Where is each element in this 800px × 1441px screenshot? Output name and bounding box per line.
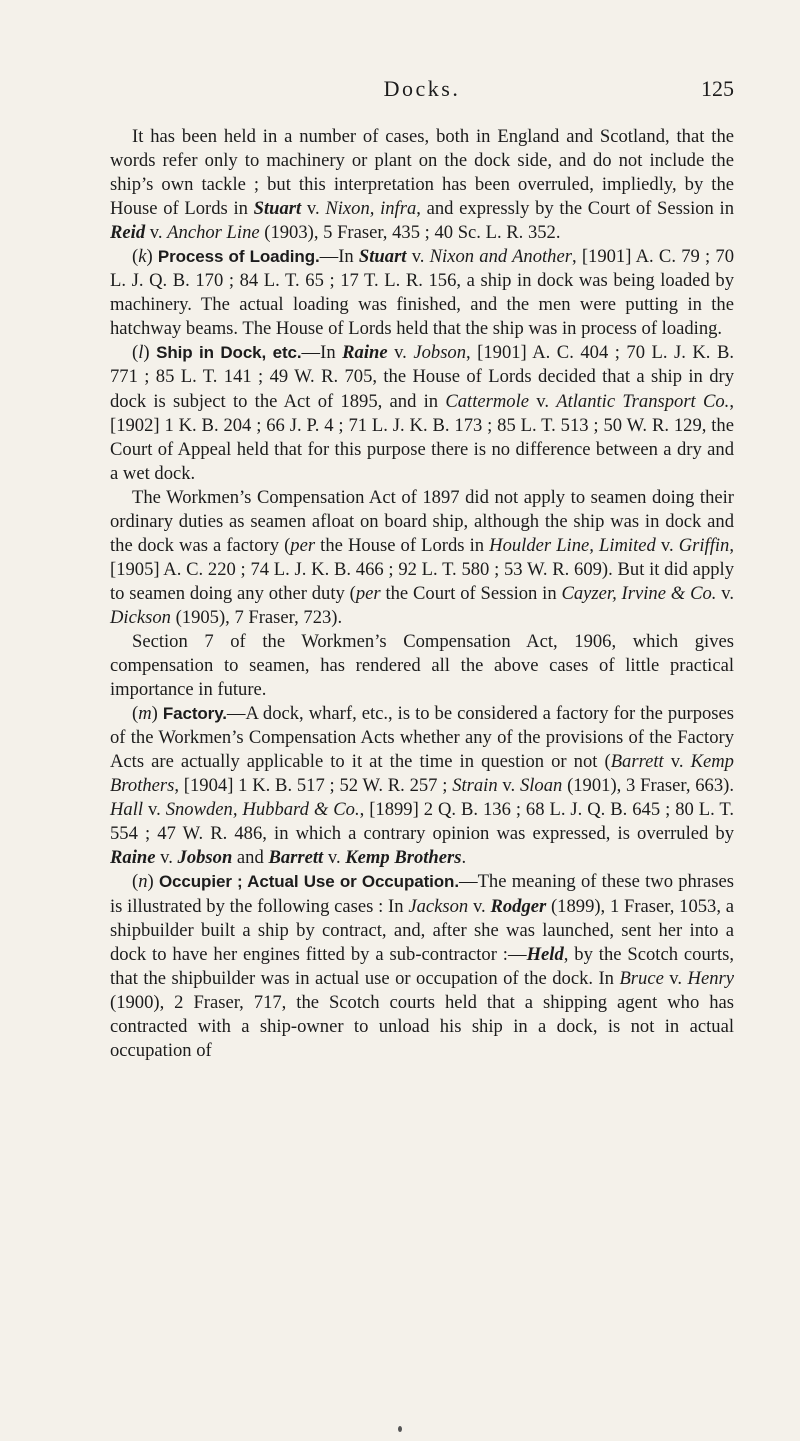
text-run: —The meaning of these two phrases is illustrated by the following cases : In <box>110 871 734 917</box>
paragraph <box>110 125 734 245</box>
italic-text: n <box>138 871 148 893</box>
text-run: v. <box>155 847 178 869</box>
text-run: , by the Scotch courts, that the shipbuilder was in actual use or occupation of the dock. In <box>110 943 734 989</box>
text-run: Section 7 of the Workmen’s Compensation Act, 1906, which gives compensation to seamen, has rendered all the above cases of little practical importance in future. <box>110 630 734 701</box>
text-run: , [1905] A. C. 220 ; 74 L. J. K. B. 466 ; 92 L. T. 580 ; 53 W. R. 609). But it did apply to seamen doing any other duty ( <box>110 534 734 604</box>
text-run: ( <box>132 703 139 725</box>
paragraph-ship-in-dock <box>110 341 734 485</box>
text-run: v. <box>301 198 326 220</box>
italic-text: Dickson <box>110 606 171 628</box>
text-run: , [1901] A. C. 79 ; 70 L. J. Q. B. 170 ; 84 L. T. 65 ; 17 T. L. R. 156, a ship in dock was being loaded by machinery. The actual loading was finished, and the men were putting in the hatchway beams. The House of Lords held that the ship was in process of loading. <box>110 246 734 340</box>
text-run: ) <box>143 342 157 364</box>
text-run: and <box>232 847 269 869</box>
text-run: v. <box>655 534 679 556</box>
text-run: v. <box>497 775 520 797</box>
text-run: , [1902] 1 K. B. 204 ; 66 J. P. 4 ; 71 L. J. K. B. 173 ; 85 L. T. 513 ; 50 W. R. 129, the Court of Appeal held that for this purpose there is no difference between a dry and a wet dock. <box>110 390 734 484</box>
case-name: Raine <box>342 342 388 364</box>
italic-text: Barrett <box>610 751 664 773</box>
italic-text: Snowden, Hubbard & Co. <box>165 799 360 821</box>
case-name: Barrett <box>268 847 324 869</box>
italic-text: Atlantic Transport Co. <box>556 390 730 412</box>
case-name: Jobson <box>177 847 233 869</box>
text-run: v. <box>323 847 346 869</box>
italic-text: per <box>355 582 381 604</box>
case-name: Stuart <box>358 246 407 268</box>
case-name: Stuart <box>253 198 302 220</box>
italic-text: Sloan <box>519 775 563 797</box>
section-heading: Ship in Dock, etc. <box>156 343 302 363</box>
text-run: ( <box>132 246 139 268</box>
case-name: Rodger <box>490 895 547 917</box>
text-run: the Court of Session in <box>380 582 562 604</box>
italic-text: Anchor Line <box>167 222 260 244</box>
section-heading: Occupier ; Actual Use or Occupation. <box>158 872 459 892</box>
italic-text: Hall <box>110 799 144 821</box>
section-heading: Factory. <box>162 704 227 724</box>
italic-text: l <box>138 342 144 364</box>
text-run: the House of Lords in <box>315 534 490 556</box>
text-run: (1905), 7 Fraser, 723). <box>170 606 343 628</box>
page-number: 125 <box>701 76 734 101</box>
italic-text: Nixon, infra <box>325 198 417 220</box>
case-name: Held <box>526 943 564 965</box>
text-run: , [1899] 2 Q. B. 136 ; 68 L. J. Q. B. 645 ; 80 L. T. 554 ; 47 W. R. 486, in which a contrary opinion was expressed, is overruled by <box>110 799 734 845</box>
text-run: (1901), 3 Fraser, 663). <box>562 775 734 797</box>
text-run: ( <box>132 342 139 364</box>
paragraph <box>110 486 734 630</box>
italic-text: Jobson <box>413 342 467 364</box>
text-run: ( <box>132 871 139 893</box>
text-run: , [1904] 1 K. B. 517 ; 52 W. R. 257 ; <box>174 775 453 797</box>
running-header <box>110 76 734 106</box>
text-run: , and expressly by the Court of Session in <box>416 198 734 220</box>
text-run: v. <box>663 751 691 773</box>
text-run: The Workmen’s Compensation Act of 1897 did not apply to seamen doing their ordinary duties as seamen afloat on board ship, although the ship was in dock and the dock was a factory ( <box>110 486 734 556</box>
text-run: ) <box>151 703 163 725</box>
text-run: It has been held in a number of cases, both in England and Scotland, that the words refer only to machinery or plant on the dock side, and do not include the ship’s own tackle ; but this interpretation has been overruled, impliedly, by the House of Lords in <box>110 126 734 220</box>
paragraph-factory <box>110 702 734 870</box>
text-run: . <box>461 847 467 869</box>
paragraph <box>110 630 734 702</box>
paragraph-occupier <box>110 870 734 1062</box>
text-run: v. <box>716 582 735 604</box>
text-run: (1903), 5 Fraser, 435 ; 40 Sc. L. R. 352. <box>259 222 561 244</box>
case-name: Kemp Brothers <box>345 847 462 869</box>
text-run: v. <box>663 967 688 989</box>
italic-text: Strain <box>452 775 498 797</box>
italic-text: Kemp Brothers <box>110 751 734 797</box>
text-run: —In <box>301 342 343 364</box>
italic-text: k <box>138 246 147 268</box>
italic-text: per <box>290 534 316 556</box>
text-run: v. <box>529 390 557 412</box>
italic-text: Jackson <box>408 895 469 917</box>
text-run: v. <box>468 895 491 917</box>
italic-text: Griffin <box>678 534 730 556</box>
text-run: ) <box>147 871 159 893</box>
italic-text: Houlder Line, Limited <box>489 534 656 556</box>
text-run: v. <box>145 222 168 244</box>
italic-text: Henry <box>687 967 734 989</box>
italic-text: Cayzer, Irvine & Co. <box>561 582 717 604</box>
paragraph-process-of-loading <box>110 245 734 341</box>
print-speck <box>398 1426 402 1432</box>
case-name: Reid <box>110 222 146 244</box>
text-run: (1900), 2 Fraser, 717, the Scotch courts held that a shipping agent who has contracted with a ship-owner to unload his ship in a dock, is not in actual occupation of <box>110 991 734 1061</box>
text-run: v. <box>387 342 414 364</box>
page-body <box>110 125 734 1063</box>
italic-text: Cattermole <box>445 390 529 412</box>
section-heading: Process of Loading. <box>157 247 320 267</box>
text-run: v. <box>143 799 166 821</box>
italic-text: Nixon and Another <box>429 246 572 268</box>
text-run: , [1901] A. C. 404 ; 70 L. J. K. B. 771 ; 85 L. T. 141 ; 49 W. R. 705, the House of Lords decided that a ship in dry dock is subject to the Act of 1895, and in <box>110 342 735 412</box>
text-run: (1899), 1 Fraser, 1053, a shipbuilder built a ship by contract, and, after she was launched, sent her into a dock to have her engines fitted by a sub-contractor :— <box>110 895 734 965</box>
text-run: —In <box>319 246 359 268</box>
case-name: Raine <box>110 847 156 869</box>
italic-text: m <box>138 703 152 725</box>
italic-text: Bruce <box>619 967 664 989</box>
text-run: ) <box>146 246 158 268</box>
page-title: Docks. <box>383 76 461 101</box>
text-run: —A dock, wharf, etc., is to be considered a factory for the purposes of the Workmen’s Compensation Acts whether any of the provisions of the Factory Acts are actually applicable to it at the time in question or not ( <box>110 703 735 773</box>
text-run: v. <box>406 246 430 268</box>
